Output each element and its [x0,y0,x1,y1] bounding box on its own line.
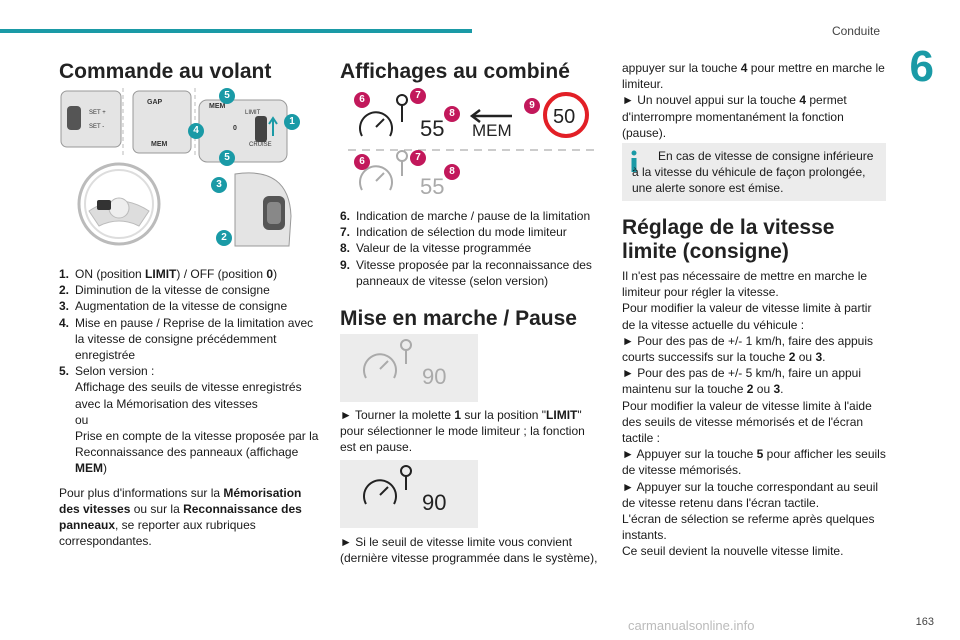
limiter-icon-active [397,95,407,122]
column-3-main [622,216,886,560]
svg-text:SET +: SET + [89,110,106,116]
limiter-icon-paused [397,151,407,176]
steering-legend-list [59,266,321,477]
callout-6-paused: 6 [354,154,370,170]
stalk-label-limit: LIMIT [245,110,261,116]
column-3-top [622,60,886,141]
list-item: 3. Augmentation de la vitesse de consigne [59,299,288,314]
column-1-text [59,266,321,549]
callout-5-top: 5 [219,88,235,104]
steering-figure [59,86,321,252]
text-line: ► Pour des pas de +/- 5 km/h, faire un appui maintenu sur la touche 2 ou 3. [622,366,862,397]
callout-3: 3 [211,177,227,193]
callout-9: 9 [524,98,540,114]
gauge-icon-active [360,112,392,136]
page-number: 163 [915,616,934,628]
text-line: L'écran de sélection se referme après quelques instants. [622,512,875,543]
steering-controls-illustration [59,86,321,252]
speed-sign-value: 50 [553,106,576,128]
callout-8-paused: 8 [444,164,460,180]
stalk-label-mem-1: MEM [151,141,168,148]
list-item: 7. Indication de sélection du mode limiteur [340,225,567,240]
text-line: ► Pour des pas de +/- 1 km/h, faire des appuis courts successifs sur la touche 2 ou 3. [622,333,874,365]
stalk-label-cruise: CRUISE [249,142,272,148]
chapter-number: 6 [909,42,934,91]
paused-speed-value: 90 [422,364,447,389]
list-item: 5. Selon version : Affichage des seuils de vitesse enregistrés avec la Mémorisation des vitesses ou Prise en compte de la vitesse proposée par la Reconnaissance des panneaux (affichage MEM) [59,364,319,476]
text-line: Ce seuil devient la nouvelle vitesse limite. [622,544,844,559]
display-legend-list [340,208,602,289]
callout-1: 1 [284,114,300,130]
callout-7-paused: 7 [410,150,426,166]
section-heading-limit-setting: Réglage de la vitesse limite (consigne) [622,216,835,263]
section-heading-steering: Commande au volant [59,60,272,83]
text-line: Pour modifier la valeur de vitesse limite à partir de la vitesse actuelle du véhicule : [622,301,872,332]
cluster-display-figure [340,86,602,204]
step-1-text [340,407,602,456]
list-item: 4. Mise en pause / Reprise de la limitation avec la vitesse de consigne précédemment enregistrée [59,315,314,363]
instruction-paragraph: ► Tourner la molette 1 sur la position "LIMIT" pour sélectionner le mode limiteur ; la fonction est en pause. [340,408,585,455]
callout-5-bottom: 5 [219,150,235,166]
column-2 [340,60,602,84]
svg-text:SET -: SET - [89,124,105,130]
display-active-image [340,460,478,528]
list-item: 8. Valeur de la vitesse programmée [340,241,532,256]
stalk-label-mem-2: MEM [209,103,226,110]
cluster-display-illustration [340,86,602,204]
list-item: 9. Vitesse proposée par la reconnaissance des panneaux de vitesse (selon version) [340,257,592,288]
list-item: 2. Diminution de la vitesse de consigne [59,283,270,298]
column-1 [59,60,321,84]
text-line: Il n'est pas nécessaire de mettre en marche le limiteur pour régler la vitesse. [622,269,868,300]
text-line: Pour modifier la valeur de vitesse limite à l'aide des seuils de vitesse mémorisés et de l'écran tactile : [622,398,872,446]
info-note [622,143,886,201]
list-item: 6. Indication de marche / pause de la limitation [340,209,591,223]
callout-4: 4 [188,123,204,139]
section-heading-display: Affichages au combiné [340,60,570,83]
section-title: Conduite [831,24,880,38]
list-item: 1. ON (position LIMIT) / OFF (position 0) [59,267,278,281]
column-2-text [340,208,602,331]
step-2-text [340,534,602,566]
callout-8: 8 [444,106,460,122]
mem-label: MEM [472,121,512,140]
instruction-paragraph: ► Si le seuil de vitesse limite vous convient (dernière vitesse programmée dans le système), [340,535,598,566]
note-text: En cas de vitesse de consigne inférieure à la vitesse du véhicule de façon prolongée, une alerte sonore est émise. [632,149,874,196]
programmed-speed-paused: 55 [420,174,445,199]
info-paragraph: Pour plus d'informations sur la Mémorisation des vitesses ou sur la Reconnaissance des panneaux, se reporter aux rubriques correspondantes. [59,485,302,549]
stalk-label-zero: 0 [233,125,237,132]
callout-7: 7 [410,88,426,104]
text-line: ► Appuyer sur la touche 5 pour afficher les seuils de vitesse mémorisés. [622,447,886,478]
active-speed-value: 90 [422,490,447,515]
programmed-speed: 55 [420,116,445,141]
stalk-label-gap: GAP [147,99,163,106]
gauge-icon-paused [360,166,392,190]
instruction-paragraph: appuyer sur la touche 4 pour mettre en marche le limiteur. [622,61,885,92]
section-heading-start-pause: Mise en marche / Pause [340,307,577,331]
header-bar [0,29,472,33]
watermark: carmanualsonline.info [628,618,755,633]
display-paused-image [340,334,478,402]
callout-2: 2 [216,230,232,246]
text-line: ► Appuyer sur la touche correspondant au seuil de vitesse retenu dans l'écran tactile. [622,479,879,510]
callout-6: 6 [354,92,370,108]
instruction-paragraph: ► Un nouvel appui sur la touche 4 permet d'interrompre momentanément la fonction (pause). [622,93,847,140]
